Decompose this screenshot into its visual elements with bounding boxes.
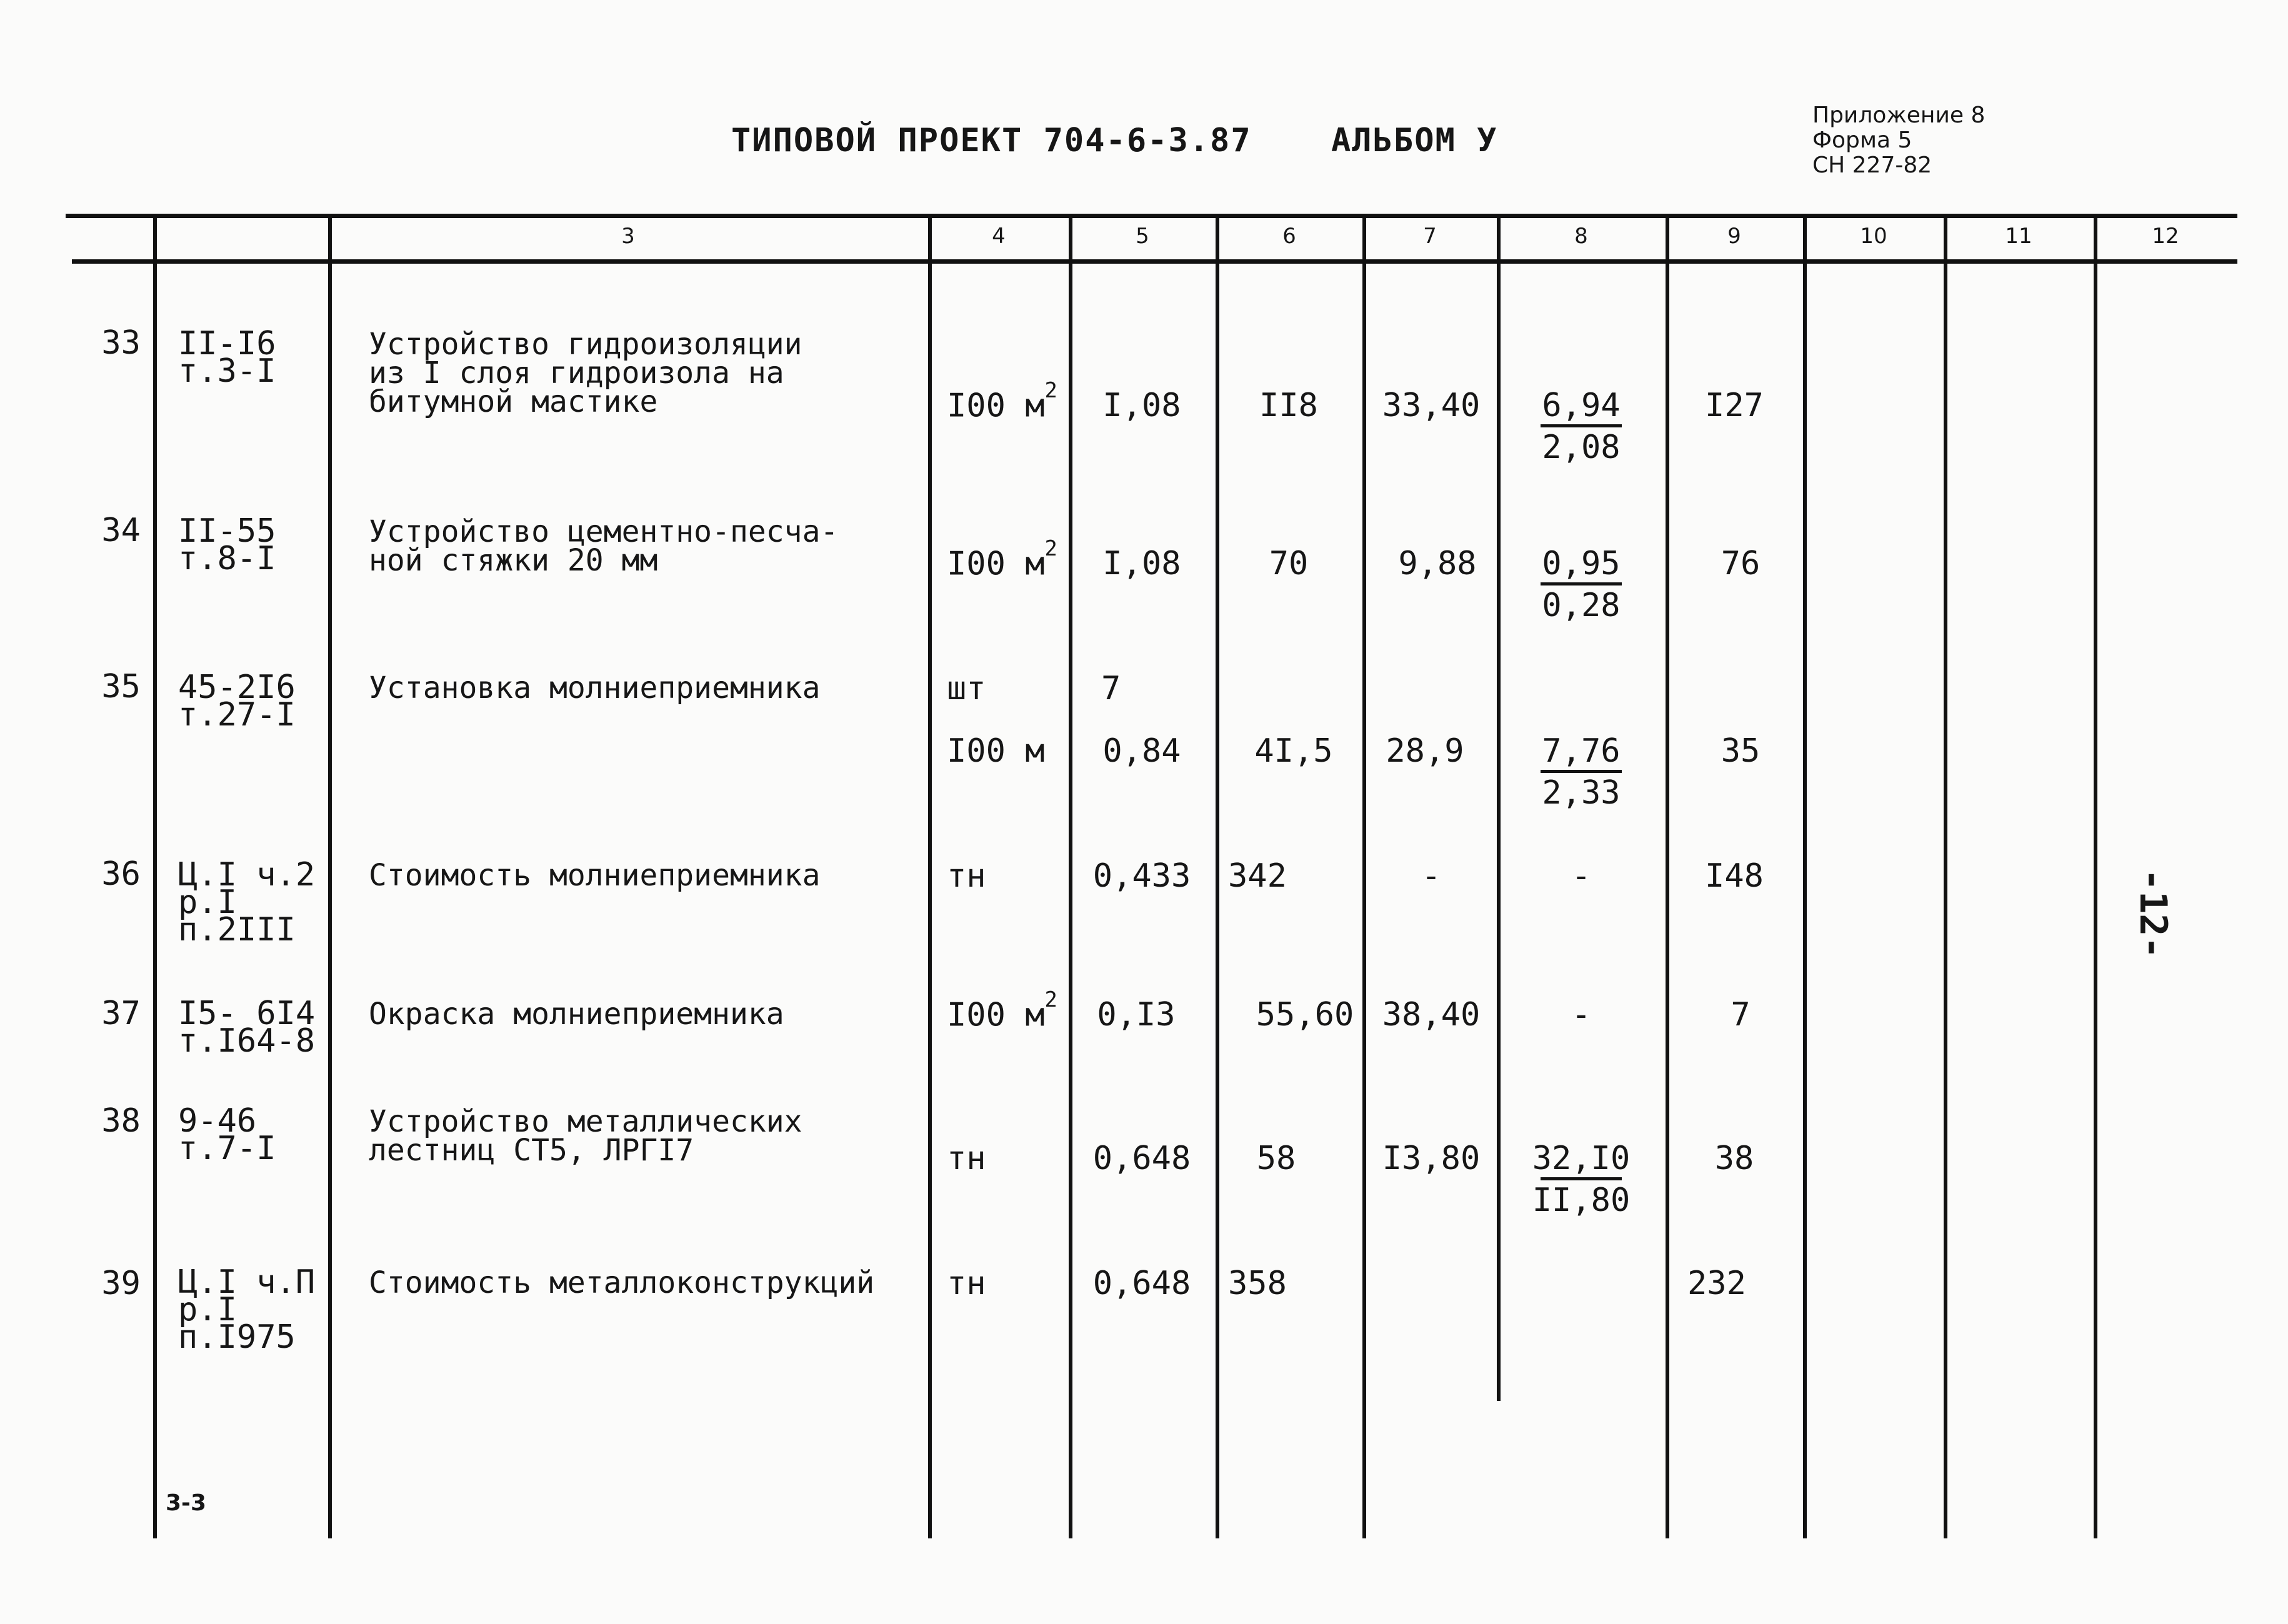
quantity: 0,648 bbox=[1092, 1265, 1191, 1302]
work-description: Устройство металлических лестниц СТ5, ЛРГI7 bbox=[369, 1104, 802, 1168]
column-number-10: 10 bbox=[1860, 224, 1887, 249]
norm-code: Ц.I ч.П р.I п.I975 bbox=[178, 1263, 316, 1356]
col8-denominator: 2,33 bbox=[1542, 774, 1621, 812]
column-number-8: 8 bbox=[1574, 224, 1588, 249]
column-divider bbox=[2094, 214, 2097, 1538]
unit-exponent: 2 bbox=[1044, 378, 1057, 402]
col6-value: 58 bbox=[1256, 1140, 1296, 1177]
unit: шт bbox=[947, 670, 986, 707]
col6-value: 70 bbox=[1269, 545, 1309, 582]
col8-fraction bbox=[1519, 1140, 1644, 1219]
document-title: ТИПОВОЙ ПРОЕКТ 704-6-3.87 bbox=[731, 122, 1252, 159]
unit-text: I00 м bbox=[947, 387, 1045, 425]
column-divider bbox=[1803, 214, 1807, 1538]
column-number-11: 11 bbox=[2005, 224, 2032, 249]
unit bbox=[947, 987, 1057, 1034]
col7-value: - bbox=[1421, 857, 1441, 895]
col8-fraction bbox=[1519, 545, 1644, 624]
unit bbox=[947, 378, 1057, 425]
col7-value: 28,9 bbox=[1386, 732, 1464, 770]
column-number-5: 5 bbox=[1136, 224, 1149, 249]
page-number: -12- bbox=[2131, 869, 2175, 959]
unit: тн bbox=[947, 1140, 986, 1177]
unit-text: I00 м bbox=[947, 545, 1045, 583]
work-description: Стоимость молниеприемника bbox=[369, 858, 821, 893]
row-number: 35 bbox=[101, 668, 141, 705]
appendix-line: Приложение 8 bbox=[1812, 102, 1986, 128]
column-divider bbox=[1069, 214, 1072, 1538]
col7-value: 9,88 bbox=[1398, 545, 1477, 582]
work-description: Окраска молниеприемника bbox=[369, 997, 784, 1032]
row-number: 38 bbox=[101, 1102, 141, 1140]
row-number: 36 bbox=[101, 855, 141, 893]
column-divider bbox=[928, 214, 932, 1538]
quantity: 0,433 bbox=[1092, 857, 1191, 895]
norm-code: 9-46 т.7-I bbox=[178, 1102, 276, 1167]
fraction-bar bbox=[1541, 1177, 1622, 1180]
col8-numerator: 32,I0 bbox=[1532, 1140, 1631, 1177]
table-top-rule bbox=[66, 214, 2237, 218]
standard-line: СН 227-82 bbox=[1812, 152, 1932, 178]
column-divider bbox=[1216, 214, 1219, 1538]
norm-code: I5- 6I4 т.I64-8 bbox=[178, 995, 316, 1060]
column-number-6: 6 bbox=[1282, 224, 1296, 249]
row-number: 39 bbox=[101, 1265, 141, 1302]
album-label: АЛЬБОМ У bbox=[1331, 122, 1498, 159]
unit: I00 м bbox=[947, 732, 1045, 770]
header-bottom-rule bbox=[72, 259, 2237, 264]
col7-value: 33,40 bbox=[1382, 387, 1481, 424]
column-number-3: 3 bbox=[621, 224, 635, 249]
col8-numerator: 0,95 bbox=[1542, 545, 1621, 582]
col8-value: - bbox=[1571, 996, 1591, 1034]
norm-code: II-55 т.8-I bbox=[178, 512, 276, 577]
col8-fraction bbox=[1519, 387, 1644, 466]
norm-code: 45-2I6 т.27-I bbox=[178, 669, 296, 734]
column-divider bbox=[1944, 214, 1947, 1538]
quantity: 0,84 bbox=[1102, 732, 1181, 770]
column-number-12: 12 bbox=[2152, 224, 2179, 249]
col8-numerator: 6,94 bbox=[1542, 387, 1621, 424]
unit bbox=[947, 536, 1057, 583]
row-number: 34 bbox=[101, 512, 141, 549]
col7-value: I3,80 bbox=[1382, 1140, 1481, 1177]
col6-value: 342 bbox=[1228, 857, 1287, 895]
col8-value: - bbox=[1571, 857, 1591, 895]
sheet-code: 3-3 bbox=[166, 1490, 207, 1516]
appendix-block bbox=[1812, 103, 1985, 178]
col9-value: 7 bbox=[1731, 996, 1751, 1034]
fraction-bar bbox=[1541, 424, 1622, 427]
work-description: Стоимость металлоконструкций bbox=[369, 1265, 875, 1300]
column-divider bbox=[1666, 214, 1669, 1538]
col6-value: II8 bbox=[1259, 387, 1318, 424]
col6-value: 55,60 bbox=[1256, 996, 1354, 1034]
work-description: Устройство цементно-песча- ной стяжки 20 мм bbox=[369, 514, 839, 578]
col8-fraction bbox=[1519, 732, 1644, 812]
column-divider bbox=[1497, 214, 1501, 1401]
column-divider bbox=[153, 214, 157, 1538]
unit-text: I00 м bbox=[947, 996, 1045, 1034]
col6-value: 358 bbox=[1228, 1265, 1287, 1302]
quantity: I,08 bbox=[1102, 387, 1181, 424]
column-divider bbox=[328, 214, 332, 1538]
unit-exponent: 2 bbox=[1044, 987, 1057, 1012]
col7-value: 38,40 bbox=[1382, 996, 1481, 1034]
col8-numerator: 7,76 bbox=[1542, 732, 1621, 770]
work-description: Устройство гидроизоляции из I слоя гидроизола на битумной мастике bbox=[369, 327, 802, 419]
quantity: I,08 bbox=[1102, 545, 1181, 582]
form-line: Форма 5 bbox=[1812, 127, 1912, 153]
column-number-7: 7 bbox=[1423, 224, 1437, 249]
row-number: 33 bbox=[101, 324, 141, 362]
norm-code: Ц.I ч.2 р.I п.2III bbox=[178, 856, 316, 949]
col9-value: 76 bbox=[1721, 545, 1761, 582]
col9-value: 232 bbox=[1687, 1265, 1746, 1302]
fraction-bar bbox=[1541, 770, 1622, 773]
unit: тн bbox=[947, 1265, 986, 1302]
col9-value: 35 bbox=[1721, 732, 1761, 770]
work-description: Установка молниеприемника bbox=[369, 670, 821, 705]
col6-value: 4I,5 bbox=[1254, 732, 1333, 770]
col9-value: 38 bbox=[1714, 1140, 1754, 1177]
col8-denominator: II,80 bbox=[1532, 1182, 1631, 1219]
quantity: 0,648 bbox=[1092, 1140, 1191, 1177]
fraction-bar bbox=[1541, 582, 1622, 585]
norm-code: II-I6 т.3-I bbox=[178, 325, 276, 390]
col9-value: I27 bbox=[1705, 387, 1764, 424]
col8-denominator: 2,08 bbox=[1542, 429, 1621, 466]
column-number-9: 9 bbox=[1727, 224, 1741, 249]
quantity: 7 bbox=[1101, 670, 1121, 707]
quantity: 0,I3 bbox=[1097, 996, 1176, 1034]
col9-value: I48 bbox=[1705, 857, 1764, 895]
column-divider bbox=[1362, 214, 1366, 1538]
column-number-4: 4 bbox=[992, 224, 1006, 249]
col8-denominator: 0,28 bbox=[1542, 587, 1621, 624]
unit: тн bbox=[947, 857, 986, 895]
unit-exponent: 2 bbox=[1044, 536, 1057, 560]
row-number: 37 bbox=[101, 995, 141, 1032]
